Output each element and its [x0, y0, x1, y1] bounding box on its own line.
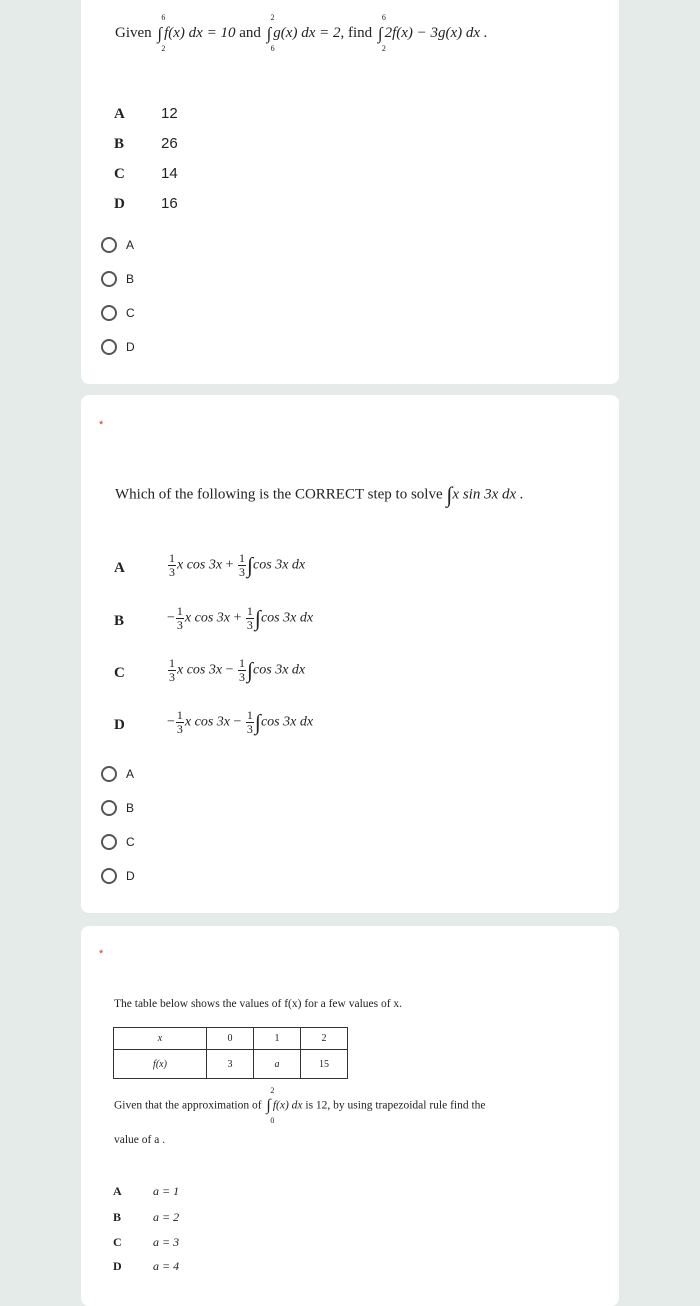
radio-circle[interactable]: [101, 766, 117, 782]
radio-a[interactable]: A: [101, 237, 134, 253]
radio-circle[interactable]: [101, 868, 117, 884]
given-label: Given: [115, 25, 152, 41]
question-3-text: Given that the approximation of ∫ 2 0 f(x) dx is 12, by using trapezoidal rule find the: [114, 1086, 486, 1125]
option-b: B 26: [114, 135, 178, 152]
option-a-expression: $\frac{1}{3}$ x cos 3x + $\frac{1}{3}$ ∫cos 3x dx: [169, 551, 306, 579]
required-marker: *: [99, 948, 104, 960]
question-2-text: Which of the following is the CORRECT step to solve ∫x sin 3x dx .: [115, 482, 524, 507]
option-a: A a = 1: [113, 1184, 180, 1198]
radio-d[interactable]: D: [101, 868, 135, 884]
radio-circle[interactable]: [101, 339, 117, 355]
option-c: C: [114, 665, 125, 681]
and-label: and: [239, 25, 261, 41]
option-a: A: [114, 560, 125, 576]
integral: ∫ 2 0: [266, 1086, 275, 1125]
option-d: D a = 4: [113, 1259, 180, 1273]
radio-circle[interactable]: [101, 800, 117, 816]
option-b: B a = 2: [113, 1210, 180, 1224]
question-card-1: [81, 0, 619, 384]
radio-b[interactable]: B: [101, 271, 134, 287]
table-row: x 0 1 2: [114, 1028, 348, 1050]
integral-3-body: 2f(x) − 3g(x) dx .: [384, 25, 488, 41]
integral-1-body: f(x) dx = 10: [164, 25, 236, 41]
integral-1: ∫ 6 2: [157, 13, 166, 54]
option-c-expression: $\frac{1}{3}$ x cos 3x − $\frac{1}{3}$ ∫cos 3x dx: [169, 656, 306, 684]
question-card-3: [81, 926, 619, 1306]
question-3-intro: The table below shows the values of f(x) for a few values of x.: [114, 998, 403, 1010]
radio-a[interactable]: A: [101, 766, 134, 782]
radio-c[interactable]: C: [101, 305, 135, 321]
radio-d[interactable]: D: [101, 339, 135, 355]
radio-circle[interactable]: [101, 237, 117, 253]
option-b: B: [114, 613, 125, 629]
option-d: D 16: [114, 195, 178, 212]
radio-circle[interactable]: [101, 834, 117, 850]
question-3-value-of: value of a .: [114, 1134, 166, 1146]
values-table: [113, 1027, 348, 1079]
table-row: f(x) 3 a 15: [114, 1050, 348, 1079]
question-1-text: [115, 13, 488, 54]
question-card-2: [81, 395, 619, 913]
option-a: A 12: [114, 105, 178, 122]
required-marker: *: [99, 419, 104, 431]
option-c: C 14: [114, 165, 178, 182]
option-b-expression: − $\frac{1}{3}$ x cos 3x + $\frac{1}{3}$ ∫cos 3x dx: [167, 604, 314, 632]
option-c: C a = 3: [113, 1235, 180, 1249]
radio-b[interactable]: B: [101, 800, 134, 816]
radio-circle[interactable]: [101, 271, 117, 287]
option-d-expression: − $\frac{1}{3}$ x cos 3x − $\frac{1}{3}$ ∫cos 3x dx: [167, 708, 314, 736]
find-label: , find: [340, 25, 373, 41]
radio-circle[interactable]: [101, 305, 117, 321]
option-d: D: [114, 717, 125, 733]
integral-sign: ∫: [446, 482, 453, 507]
radio-c[interactable]: C: [101, 834, 135, 850]
integral-2: ∫ 2 6: [266, 13, 275, 54]
integral-2-body: g(x) dx = 2: [273, 25, 341, 41]
integral-3: ∫ 6 2: [377, 13, 386, 54]
